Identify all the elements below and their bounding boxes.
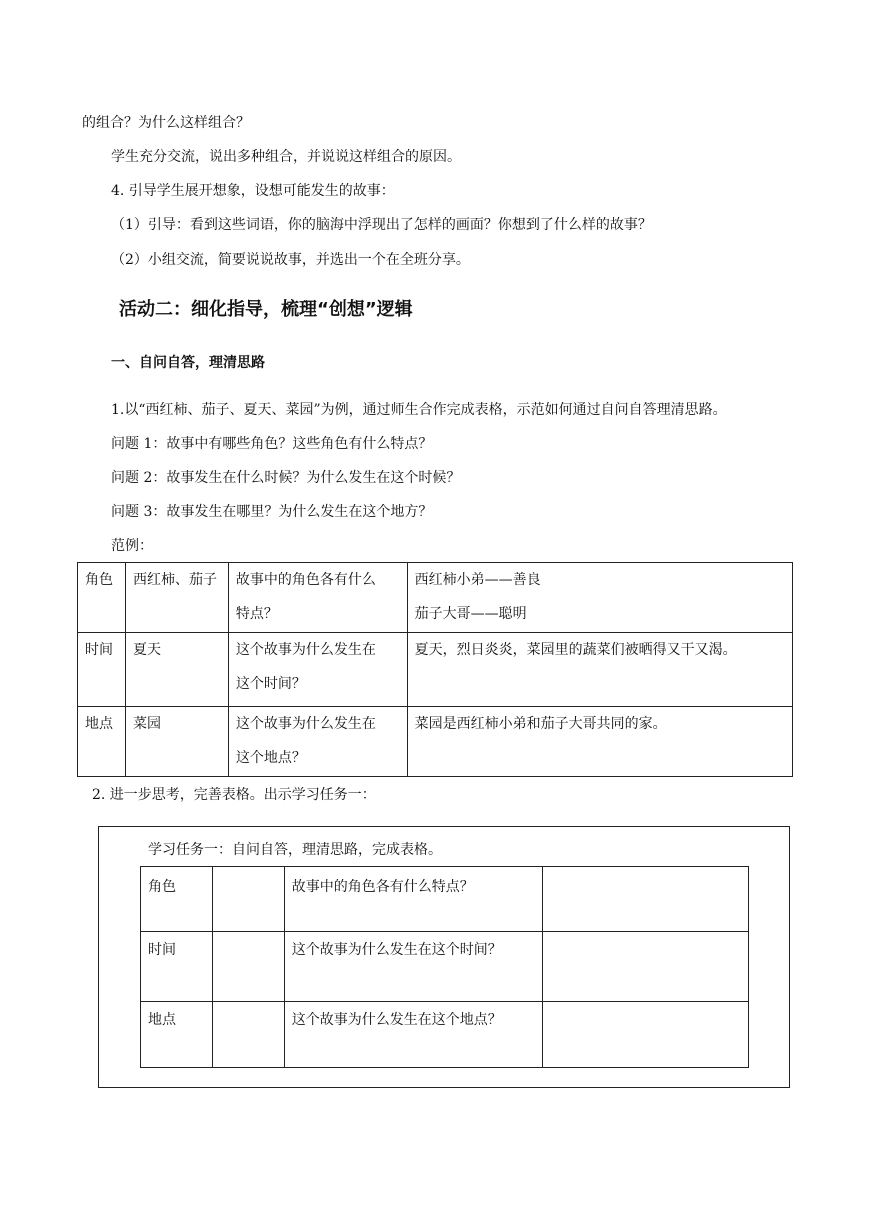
paragraph-group-exchange: （2）小组交流，简要说说故事，并选出一个在全班分享。 [111,252,470,268]
answer-blank-cell[interactable] [543,867,749,932]
answer-blank-cell[interactable] [543,932,749,1002]
row-label: 地点 [141,1002,213,1068]
answer-line: 茄子大哥——聪明 [414,606,527,622]
row-value: 菜园 [125,707,228,777]
table-row [141,867,749,932]
question-line: 这个地点？ [235,750,306,766]
row-label: 地点 [78,707,126,777]
answer-blank-cell[interactable] [543,1002,749,1068]
row-label: 时间 [78,633,126,707]
paragraph-combination-question: 的组合？为什么这样组合？ [82,115,250,131]
learning-task-title: 学习任务一：自问自答，理清思路，完成表格。 [148,842,442,858]
row-answer [407,563,792,633]
table-row [78,633,793,707]
blank-cell[interactable] [212,1002,284,1068]
question-2: 问题 2：故事发生在什么时候？为什么发生在这个时候？ [111,470,461,486]
row-label: 时间 [141,932,213,1002]
blank-cell[interactable] [212,932,284,1002]
activity-heading: 活动二：细化指导，梳理“创想”逻辑 [119,299,413,320]
table-row [141,932,749,1002]
question-line: 这个时间？ [235,676,306,692]
row-question [228,563,407,633]
row-value: 西红柿、茄子 [125,563,228,633]
row-question: 这个故事为什么发生在这个时间？ [284,932,543,1002]
row-question [228,707,407,777]
row-value: 夏天 [125,633,228,707]
answer-line: 菜园是西红柿小弟和茄子大哥共同的家。 [414,716,667,732]
learning-task-table [140,866,749,1068]
question-1: 问题 1：故事中有哪些角色？这些角色有什么特点？ [111,436,433,452]
row-question [228,633,407,707]
blank-cell[interactable] [212,867,284,932]
example-table [77,562,793,777]
example-label: 范例： [111,538,153,554]
question-line: 故事中的角色各有什么 [235,572,376,588]
row-label: 角色 [78,563,126,633]
table-row [78,707,793,777]
paragraph-intro: 1.以“西红柿、茄子、夏天、菜园”为例，通过师生合作完成表格，示范如何通过自问自答理清思路。 [111,402,727,418]
section-subheading: 一、自问自答，理清思路 [111,355,265,371]
paragraph-step-4: 4. 引导学生展开想象，设想可能发生的故事： [111,183,395,199]
row-answer [407,707,792,777]
row-question: 这个故事为什么发生在这个地点？ [284,1002,543,1068]
answer-line: 夏天，烈日炎炎，菜园里的蔬菜们被晒得又干又渴。 [414,642,737,658]
table-row [78,563,793,633]
question-line: 这个故事为什么发生在 [235,642,376,658]
answer-line: 西红柿小弟——善良 [414,572,541,588]
paragraph-student-exchange: 学生充分交流，说出多种组合，并说说这样组合的原因。 [111,149,461,165]
row-label: 角色 [141,867,213,932]
row-question: 故事中的角色各有什么特点？ [284,867,543,932]
paragraph-guide: （1）引导：看到这些词语，你的脑海中浮现出了怎样的画面？你想到了什么样的故事？ [111,217,652,233]
table-row [141,1002,749,1068]
question-line: 特点？ [235,606,278,622]
question-line: 这个故事为什么发生在 [235,716,376,732]
paragraph-step-2: 2. 进一步思考，完善表格。出示学习任务一： [92,787,376,803]
question-3: 问题 3：故事发生在哪里？为什么发生在这个地方？ [111,504,433,520]
row-answer [407,633,792,707]
